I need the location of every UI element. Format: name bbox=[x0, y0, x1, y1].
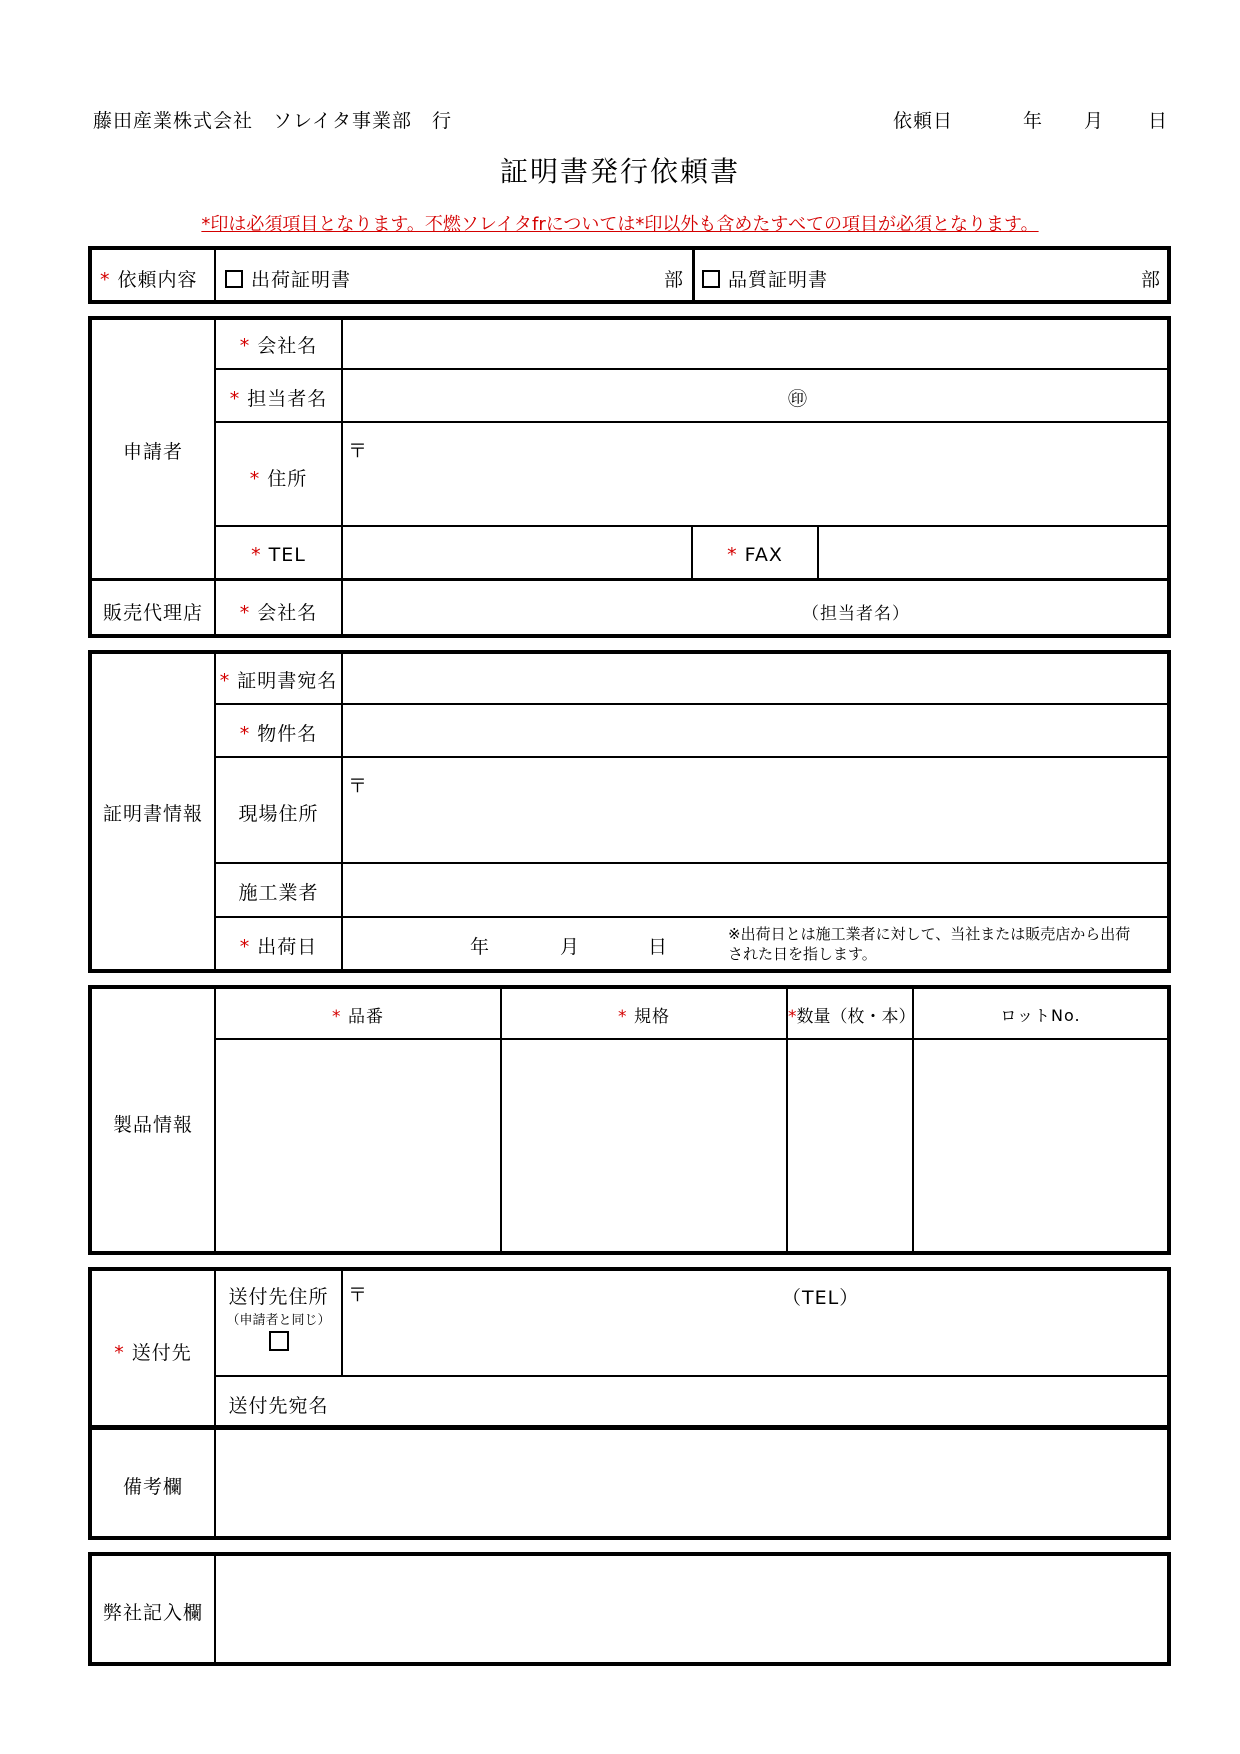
ship-date-year: 年 bbox=[470, 936, 491, 958]
applicant-person-label: * 担当者名 bbox=[229, 388, 328, 410]
agent-company-label: * 会社名 bbox=[239, 602, 318, 624]
property-name-label: * 物件名 bbox=[239, 723, 318, 745]
applicant-section-label: 申請者 bbox=[122, 441, 183, 463]
applicant-company-label: * 会社名 bbox=[239, 335, 318, 357]
delivery-address-label: 送付先住所 bbox=[228, 1286, 329, 1308]
page-title: 証明書発行依頼書 bbox=[499, 155, 740, 188]
request-label: * 依頼内容 bbox=[100, 269, 198, 291]
applicant-postal-mark: 〒 bbox=[348, 440, 369, 462]
date-year: 年 bbox=[1023, 110, 1044, 132]
certificate-section-label: 証明書情報 bbox=[102, 803, 203, 825]
delivery-section-label: * 送付先 bbox=[114, 1342, 192, 1364]
same-as-applicant-label: （申請者と同じ） bbox=[226, 1313, 331, 1328]
recipient-label: 送付先宛名 bbox=[228, 1395, 329, 1417]
agent-section-label: 販売代理店 bbox=[102, 602, 203, 624]
date-month: 月 bbox=[1084, 110, 1105, 132]
quality-cert-option[interactable]: 品質証明書 bbox=[702, 265, 828, 292]
col-part-number: * 品番 bbox=[332, 1007, 384, 1027]
ship-date-label: * 出荷日 bbox=[239, 936, 318, 958]
request-date-label: 依頼日 bbox=[893, 110, 954, 132]
applicant-tel-label: * TEL bbox=[251, 544, 306, 566]
product-section-label: 製品情報 bbox=[112, 1114, 193, 1136]
same-as-applicant-checkbox[interactable] bbox=[269, 1331, 289, 1351]
office-use-box bbox=[88, 1552, 1171, 1666]
addressee: 藤田産業株式会社 ソレイタ事業部 行 bbox=[93, 110, 453, 132]
ship-date-note-2: された日を指します。 bbox=[728, 945, 877, 963]
ship-date-note-1: ※出荷日とは施工業者に対して、当社または販売店から出荷 bbox=[728, 925, 1131, 943]
seal-mark: ㊞ bbox=[788, 388, 809, 410]
site-postal-mark: 〒 bbox=[348, 775, 369, 797]
applicant-fax-label: * FAX bbox=[727, 544, 783, 566]
site-address-label: 現場住所 bbox=[238, 803, 319, 825]
required-notice: *印は必須項目となります。不燃ソレイタfrについては*印以外も含めたすべての項目が必須となります。 bbox=[201, 214, 1039, 235]
delivery-tel-label: （TEL） bbox=[782, 1287, 860, 1309]
quality-copies-unit: 部 bbox=[1141, 269, 1162, 291]
cert-addressee-label: * 証明書宛名 bbox=[219, 670, 338, 692]
shipping-cert-checkbox[interactable] bbox=[225, 270, 243, 288]
ship-date-month: 月 bbox=[560, 936, 581, 958]
contractor-label: 施工業者 bbox=[238, 882, 319, 904]
col-lot-number: ロットNo. bbox=[1000, 1006, 1081, 1025]
office-use-label: 弊社記入欄 bbox=[102, 1602, 203, 1624]
date-day: 日 bbox=[1148, 110, 1169, 132]
agent-person-note: （担当者名） bbox=[802, 604, 910, 624]
col-spec: * 規格 bbox=[618, 1007, 670, 1027]
col-quantity: *数量（枚・本） bbox=[788, 1007, 916, 1027]
quality-cert-checkbox[interactable] bbox=[702, 270, 720, 288]
ship-date-day: 日 bbox=[648, 936, 669, 958]
applicant-address-label: * 住所 bbox=[249, 468, 308, 490]
remarks-label: 備考欄 bbox=[122, 1476, 183, 1498]
shipping-cert-option[interactable]: 出荷証明書 bbox=[225, 265, 351, 292]
shipping-copies-unit: 部 bbox=[664, 269, 685, 291]
remarks-box bbox=[88, 1426, 1171, 1540]
delivery-postal-mark: 〒 bbox=[348, 1284, 369, 1306]
